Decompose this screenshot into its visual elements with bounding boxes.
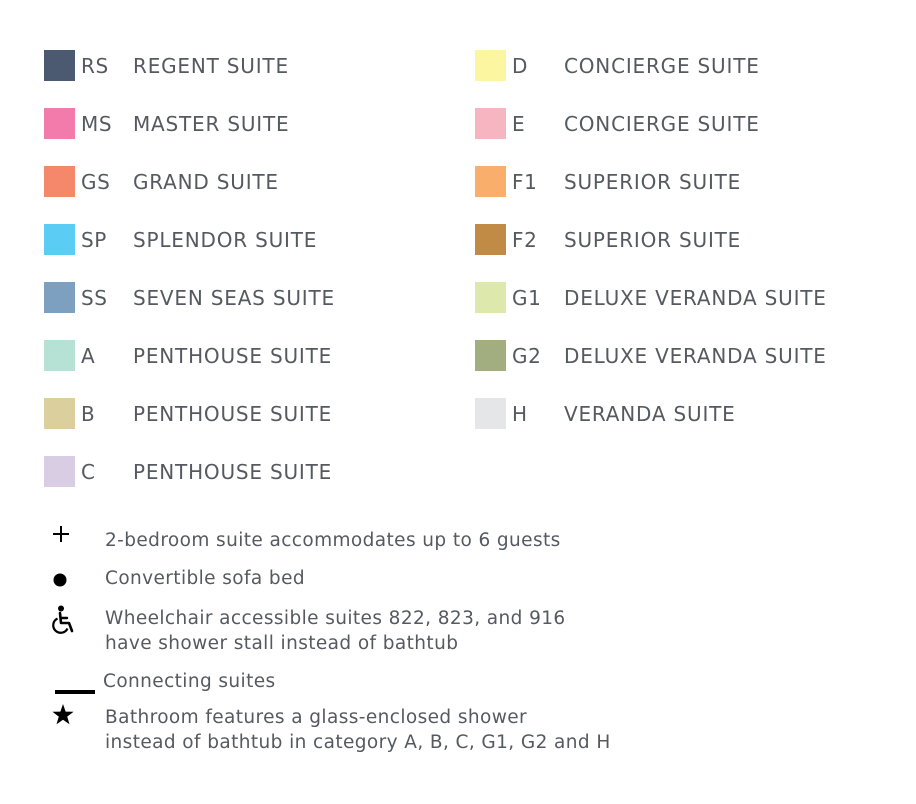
wheelchair-icon (51, 605, 77, 639)
legend-code: G1 (512, 286, 542, 310)
legend-code: E (512, 112, 526, 136)
legend-code: SS (81, 286, 108, 310)
dot-icon (53, 572, 67, 591)
legend-code: D (512, 54, 529, 78)
color-swatch (44, 50, 75, 81)
legend-name: CONCIERGE SUITE (564, 54, 760, 78)
note-text-line1: Wheelchair accessible suites 822, 823, and 916 (105, 608, 566, 629)
legend-name: REGENT SUITE (133, 54, 289, 78)
legend-code: B (81, 402, 96, 426)
legend-name: CONCIERGE SUITE (564, 112, 760, 136)
note-text-line1: Bathroom features a glass-enclosed shower (105, 707, 528, 728)
legend-code: SP (81, 228, 107, 252)
legend-code: G2 (512, 344, 542, 368)
color-swatch (44, 456, 75, 487)
legend-name: DELUXE VERANDA SUITE (564, 286, 827, 310)
legend-name: PENTHOUSE SUITE (133, 402, 333, 426)
legend-name: MASTER SUITE (133, 112, 290, 136)
color-swatch (44, 282, 75, 313)
legend-name: PENTHOUSE SUITE (133, 344, 333, 368)
color-swatch (44, 340, 75, 371)
legend-code: H (512, 402, 528, 426)
legend-name: SUPERIOR SUITE (564, 228, 742, 252)
legend-name: DELUXE VERANDA SUITE (564, 344, 827, 368)
legend-code: C (81, 460, 96, 484)
color-swatch (475, 224, 506, 255)
legend-name: GRAND SUITE (133, 170, 279, 194)
color-swatch (475, 50, 506, 81)
legend-name: SEVEN SEAS SUITE (133, 286, 335, 310)
line-icon (55, 680, 95, 699)
legend-name: SPLENDOR SUITE (133, 228, 318, 252)
note-text-line2: have shower stall instead of bathtub (105, 633, 459, 654)
note-text: Connecting suites (103, 671, 276, 692)
legend-code: A (81, 344, 96, 368)
color-swatch (44, 108, 75, 139)
color-swatch (44, 398, 75, 429)
color-swatch (475, 108, 506, 139)
legend-name: SUPERIOR SUITE (564, 170, 742, 194)
legend-code: RS (81, 54, 109, 78)
legend-code: F2 (512, 228, 538, 252)
color-swatch (475, 282, 506, 313)
color-swatch (44, 224, 75, 255)
legend-code: F1 (512, 170, 538, 194)
note-text: 2-bedroom suite accommodates up to 6 guests (105, 530, 561, 551)
legend-code: MS (81, 112, 113, 136)
color-swatch (475, 398, 506, 429)
plus-icon (53, 526, 69, 546)
color-swatch (44, 166, 75, 197)
star-icon (52, 704, 74, 729)
color-swatch (475, 166, 506, 197)
legend-name: VERANDA SUITE (564, 402, 736, 426)
color-swatch (475, 340, 506, 371)
note-text-line2: instead of bathtub in category A, B, C, G1, G2 and H (105, 732, 611, 753)
legend-code: GS (81, 170, 111, 194)
note-text: Convertible sofa bed (105, 568, 305, 589)
legend-name: PENTHOUSE SUITE (133, 460, 333, 484)
